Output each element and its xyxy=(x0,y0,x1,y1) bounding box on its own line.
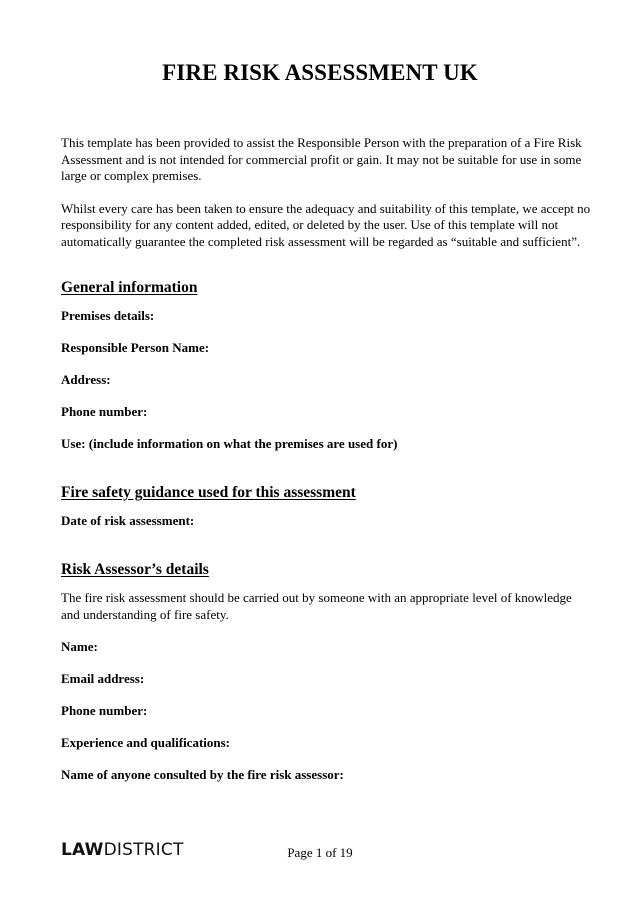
premises-details-label: Premises details: xyxy=(61,308,155,323)
general-information-section xyxy=(61,279,591,452)
page-number: Page 1 of 19 xyxy=(287,845,353,860)
logo-law-text: LAW xyxy=(61,840,104,860)
document-body xyxy=(61,135,591,783)
assessor-email-label: Email address: xyxy=(61,671,145,686)
document-title: FIRE RISK ASSESSMENT UK xyxy=(162,60,478,85)
fire-safety-guidance-section xyxy=(61,484,591,529)
intro-paragraph-2: Whilst every care has been taken to ensure the adequacy and suitability of this template, we accept no responsibility for any content added, edited, or deleted by the user. Use of this template will not automatically guarantee the completed risk assessment will be regarded as “suitable and sufficient”. xyxy=(61,200,591,249)
intro-paragraph-1: This template has been provided to assist the Responsible Person with the preparation of a Fire Risk Assessment and is not intended for commercial profit or gain. It may not be suitable for use in some large or complex premises. xyxy=(61,135,582,183)
risk-assessor-heading: Risk Assessor’s details xyxy=(61,561,209,578)
date-of-assessment-label: Date of risk assessment: xyxy=(61,513,195,528)
experience-qualifications-label: Experience and qualifications: xyxy=(61,735,231,750)
general-information-heading: General information xyxy=(61,279,198,296)
responsible-person-name-label: Responsible Person Name: xyxy=(61,340,210,355)
risk-assessor-section xyxy=(61,561,591,783)
assessor-name-label: Name: xyxy=(61,639,98,654)
logo-district-text: DISTRICT xyxy=(103,840,184,860)
address-label: Address: xyxy=(61,372,111,387)
risk-assessor-description: The fire risk assessment should be carried out by someone with an appropriate level of knowledge and understanding of fire safety. xyxy=(61,590,572,622)
consulted-persons-label: Name of anyone consulted by the fire risk assessor: xyxy=(61,767,344,782)
assessor-phone-label: Phone number: xyxy=(61,703,148,718)
fire-safety-guidance-heading: Fire safety guidance used for this assessment xyxy=(61,484,356,501)
phone-number-label: Phone number: xyxy=(61,404,148,419)
premises-use-label: Use: (include information on what the premises are used for) xyxy=(61,436,398,451)
